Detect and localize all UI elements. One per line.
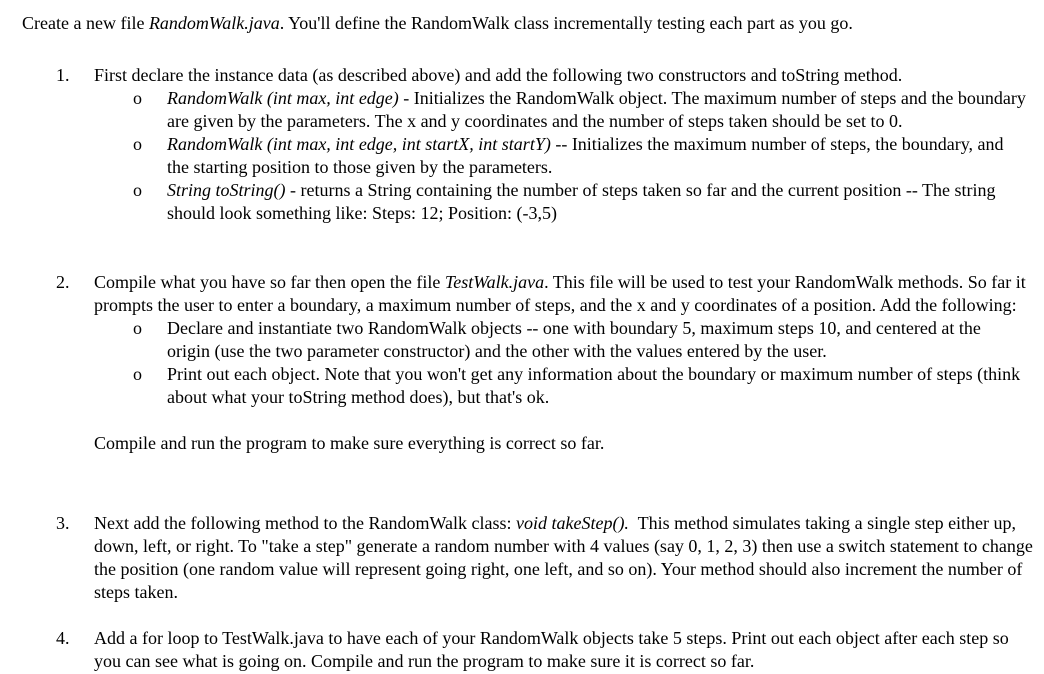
- sub-item: [133, 317, 1027, 363]
- sub-item: [133, 87, 1027, 133]
- bullet-icon: o: [133, 88, 142, 108]
- item-text: [94, 271, 1036, 317]
- item-text-pre: Next add the following method to the RandomWalk class:: [94, 513, 516, 533]
- sub-item-desc: - returns a String containing the number of steps taken so far and the current position -- The string should look something like: Steps: 12; Position: (-3,5): [167, 180, 996, 223]
- method-signature: String toString(): [167, 180, 286, 200]
- intro-paragraph: [22, 12, 1032, 35]
- sub-item: [133, 179, 1027, 225]
- sub-item-desc: Print out each object. Note that you won't get any information about the boundary or maximum number of steps (think about what your toString method does), but that's ok.: [167, 364, 1021, 407]
- intro-text-post: . You'll define the RandomWalk class incrementally testing each part as you go.: [279, 13, 853, 33]
- item-text-pre: Compile what you have so far then open the file: [94, 272, 445, 292]
- list-item-2: [56, 271, 1036, 455]
- item-text: [94, 512, 1036, 604]
- item-number: 4.: [56, 628, 70, 648]
- item-followup-text: Compile and run the program to make sure everything is correct so far.: [94, 433, 605, 453]
- list-item-1: [56, 64, 1036, 225]
- sub-item: [133, 133, 1027, 179]
- item-text: Add a for loop to TestWalk.java to have each of your RandomWalk objects take 5 steps. Print out each object after each step so you can see what is going on. Compile and run the program to make sure it is correct so far.: [94, 628, 1009, 671]
- sub-item-desc: Declare and instantiate two RandomWalk objects -- one with boundary 5, maximum steps 10, and centered at the origin (use the two parameter constructor) and the other with the values entered by the user.: [167, 318, 981, 361]
- intro-filename: RandomWalk.java: [148, 13, 280, 33]
- bullet-icon: o: [133, 318, 142, 338]
- list-item-3: [56, 512, 1036, 604]
- sub-item-desc: - Initializes the RandomWalk object. The maximum number of steps and the boundary are given by the parameters. The x and y coordinates and the number of steps taken should be set to 0.: [167, 88, 1026, 131]
- item-text-post: . This file will be used to test your RandomWalk methods. So far it prompts the user to enter a boundary, a maximum number of steps, and the x and y coordinates of a position. Add the following:: [94, 272, 1026, 315]
- item-text-post: This method simulates taking a single step either up, down, left, or right. To "take a step" generate a random number with 4 values (say 0, 1, 2, 3) then use a switch statement to change the position (one random value will represent going right, one left, and so on). Your method should also increment the number of steps taken.: [94, 513, 1038, 602]
- bullet-icon: o: [133, 364, 142, 384]
- bullet-icon: o: [133, 180, 142, 200]
- item-number: 2.: [56, 272, 70, 292]
- sub-item-desc: -- Initializes the maximum number of steps, the boundary, and the starting position to those given by the parameters.: [167, 134, 1004, 177]
- list-item-4: [56, 627, 1036, 673]
- constructor-signature: RandomWalk (int max, int edge): [167, 88, 399, 108]
- method-signature: void takeStep().: [515, 513, 629, 533]
- bullet-icon: o: [133, 134, 142, 154]
- item-number: 3.: [56, 513, 70, 533]
- item-number: 1.: [56, 65, 70, 85]
- sub-item: [133, 363, 1027, 409]
- intro-text-pre: Create a new file: [22, 13, 149, 33]
- constructor-signature: RandomWalk (int max, int edge, int startX, int startY): [167, 134, 551, 154]
- item-text: First declare the instance data (as described above) and add the following two constructors and toString method.: [94, 65, 903, 85]
- item-filename: TestWalk.java: [444, 272, 545, 292]
